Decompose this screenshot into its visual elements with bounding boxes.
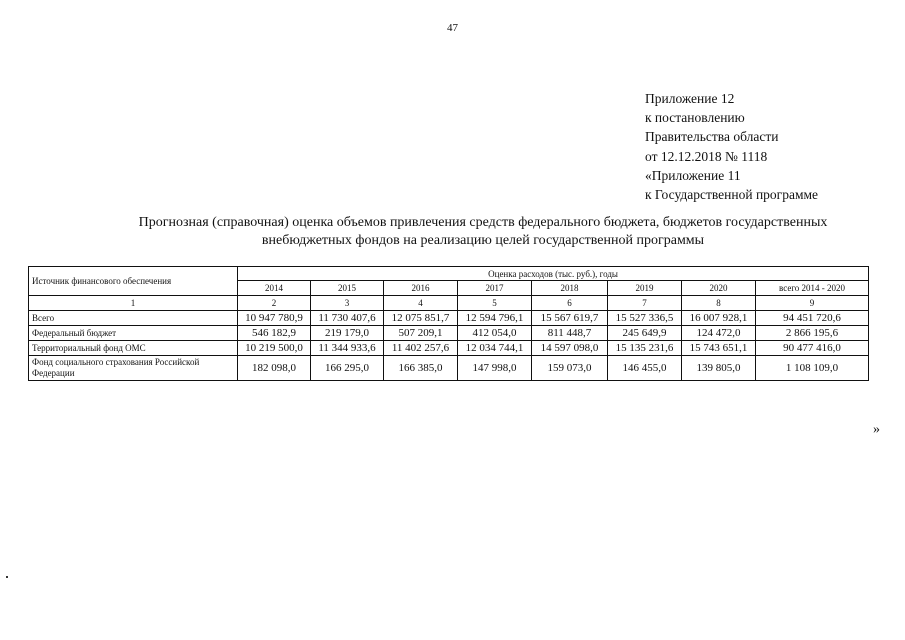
row-source: Территориальный фонд ОМС	[29, 341, 238, 356]
column-number: 1	[29, 296, 238, 311]
table-row	[29, 311, 869, 326]
year-header: 2016	[384, 281, 458, 296]
row-source: Всего	[29, 311, 238, 326]
cell-value: 245 649,9	[608, 326, 682, 341]
cell-value: 166 295,0	[311, 356, 384, 381]
cell-value: 507 209,1	[384, 326, 458, 341]
column-number: 8	[682, 296, 756, 311]
cell-value: 11 344 933,6	[311, 341, 384, 356]
page-number: 47	[447, 22, 458, 34]
cell-total: 2 866 195,6	[756, 326, 869, 341]
title-line-2: внебюджетных фондов на реализацию целей государственной программы	[261, 233, 705, 248]
column-number: 5	[458, 296, 532, 311]
column-number: 9	[756, 296, 869, 311]
document-title	[60, 214, 905, 250]
appendix-line: к постановлению	[645, 110, 745, 126]
table-row	[29, 326, 869, 341]
year-header: 2019	[608, 281, 682, 296]
closing-quote-mark: »	[873, 422, 880, 437]
cell-value: 12 075 851,7	[384, 311, 458, 326]
cell-value: 10 219 500,0	[238, 341, 311, 356]
title-line-1: Прогнозная (справочная) оценка объемов привлечения средств федерального бюджета, бюджетов государственных	[138, 215, 828, 230]
appendix-line: к Государственной программе	[645, 187, 819, 203]
cell-value: 16 007 928,1	[682, 311, 756, 326]
table-row	[29, 356, 869, 381]
cell-value: 546 182,9	[238, 326, 311, 341]
column-number-row	[29, 296, 869, 311]
row-source: Фонд социального страхования Российской Федерации	[29, 356, 238, 381]
group-header: Оценка расходов (тыс. руб.), годы	[238, 267, 869, 281]
cell-value: 139 805,0	[682, 356, 756, 381]
appendix-line: от 12.12.2018 № 1118	[645, 148, 768, 164]
appendix-line: Правительства области	[645, 129, 779, 145]
cell-value: 166 385,0	[384, 356, 458, 381]
cell-value: 124 472,0	[682, 326, 756, 341]
appendix-line: Приложение 12	[645, 91, 735, 106]
year-header: 2017	[458, 281, 532, 296]
appendix-line: «Приложение 11	[645, 167, 741, 183]
cell-value: 11 402 257,6	[384, 341, 458, 356]
cell-value: 146 455,0	[608, 356, 682, 381]
cell-total: 1 108 109,0	[756, 356, 869, 381]
table-row	[29, 341, 869, 356]
column-number: 2	[238, 296, 311, 311]
appendix-header	[645, 89, 818, 204]
cell-value: 11 730 407,6	[311, 311, 384, 326]
year-header: 2020	[682, 281, 756, 296]
cell-value: 159 073,0	[532, 356, 608, 381]
header-row	[29, 267, 869, 281]
cell-value: 15 743 651,1	[682, 341, 756, 356]
column-number: 6	[532, 296, 608, 311]
cell-value: 14 597 098,0	[532, 341, 608, 356]
column-number: 3	[311, 296, 384, 311]
scan-dot	[6, 576, 8, 578]
column-number: 4	[384, 296, 458, 311]
total-header: всего 2014 - 2020	[756, 281, 869, 296]
cell-value: 219 179,0	[311, 326, 384, 341]
cell-value: 147 998,0	[458, 356, 532, 381]
cell-value: 412 054,0	[458, 326, 532, 341]
cell-value: 811 448,7	[532, 326, 608, 341]
cell-value: 15 527 336,5	[608, 311, 682, 326]
cell-value: 182 098,0	[238, 356, 311, 381]
cell-value: 15 135 231,6	[608, 341, 682, 356]
cell-value: 12 594 796,1	[458, 311, 532, 326]
row-source: Федеральный бюджет	[29, 326, 238, 341]
year-header: 2018	[532, 281, 608, 296]
year-header: 2015	[311, 281, 384, 296]
cell-value: 15 567 619,7	[532, 311, 608, 326]
cell-total: 90 477 416,0	[756, 341, 869, 356]
column-number: 7	[608, 296, 682, 311]
cell-total: 94 451 720,6	[756, 311, 869, 326]
year-header: 2014	[238, 281, 311, 296]
funding-table	[28, 266, 869, 381]
cell-value: 12 034 744,1	[458, 341, 532, 356]
cell-value: 10 947 780,9	[238, 311, 311, 326]
source-header: Источник финансового обеспечения	[29, 267, 238, 296]
